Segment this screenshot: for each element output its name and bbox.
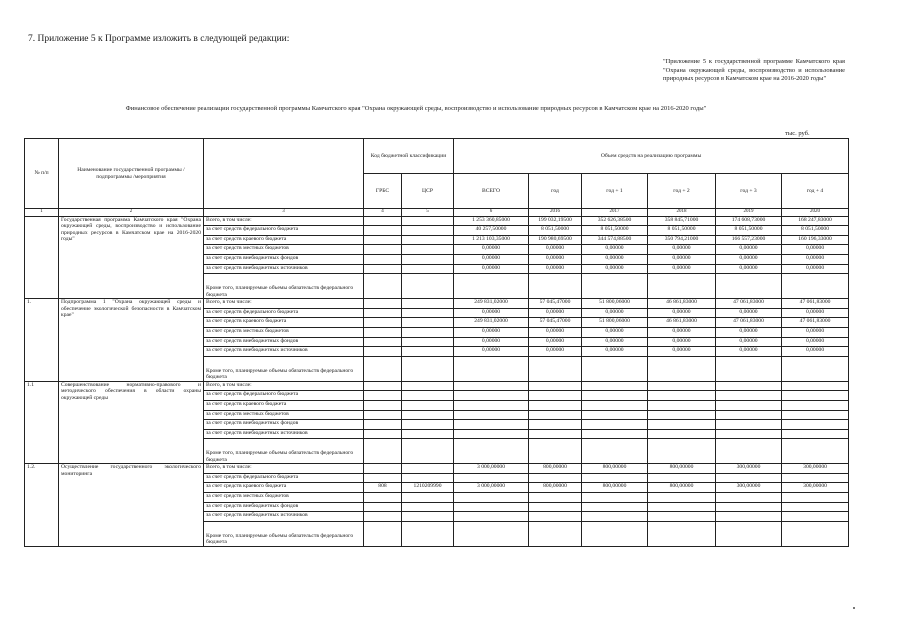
amount-year: 47 061,83000 (782, 318, 849, 328)
amount-total: 0,00000 (454, 264, 529, 274)
amount-year: 190 980,69500 (529, 235, 582, 245)
grbs-code (364, 235, 402, 245)
amount-year (716, 493, 782, 503)
amount-year (716, 502, 782, 512)
amount-year: 0,00000 (582, 327, 648, 337)
amount-year: 0,00000 (529, 327, 582, 337)
funding-source: за счет средств местных бюджетов (204, 245, 364, 255)
amount-year: 0,00000 (529, 308, 582, 318)
funding-source: за счет средств федерального бюджета (204, 473, 364, 483)
amount-year: 0,00000 (648, 308, 716, 318)
grbs-code (364, 299, 402, 309)
amount-total: 249 831,02000 (454, 318, 529, 328)
amount-year: 0,00000 (582, 254, 648, 264)
csr-code (402, 420, 454, 430)
funding-source: за счет средств местных бюджетов (204, 327, 364, 337)
amount-year: 0,00000 (648, 347, 716, 357)
header-year-2: год + 2 (648, 174, 716, 209)
csr-code (402, 356, 454, 381)
column-index: 4 (364, 209, 402, 217)
amount-year: 0,00000 (582, 347, 648, 357)
grbs-code (364, 521, 402, 546)
csr-code (402, 327, 454, 337)
csr-code (402, 318, 454, 328)
program-name: Совершенствование нормативно-правового и методического обеспечения в области охраны окружающей среды (59, 381, 204, 464)
amount-year (782, 381, 849, 391)
amount-year: 199 032,19500 (529, 216, 582, 226)
amount-year: 0,00000 (782, 337, 849, 347)
header-year-3: год + 3 (716, 174, 782, 209)
amount-year (529, 429, 582, 439)
amount-year: 47 061,83000 (716, 318, 782, 328)
amount-year (716, 410, 782, 420)
header-num: № п/п (25, 139, 59, 209)
csr-code (402, 337, 454, 347)
amount-year: 0,00000 (529, 337, 582, 347)
amount-year (529, 473, 582, 483)
amount-year (582, 439, 648, 464)
amount-year: 8 051,50000 (582, 226, 648, 236)
amount-year: 0,00000 (782, 308, 849, 318)
funding-source: за счет средств внебюджетных фондов (204, 337, 364, 347)
amount-year (782, 439, 849, 464)
amount-year (716, 439, 782, 464)
amount-year (782, 391, 849, 401)
amount-year (716, 521, 782, 546)
amount-total: 1 253 360,85000 (454, 216, 529, 226)
amount-year: 0,00000 (648, 254, 716, 264)
amount-total: 3 000,00000 (454, 483, 529, 493)
funding-source: Кроме того, планируемые объемы обязательств федерального бюджета (204, 439, 364, 464)
column-index: 1 (25, 209, 59, 217)
csr-code (402, 254, 454, 264)
grbs-code (364, 493, 402, 503)
funding-source: за счет средств местных бюджетов (204, 410, 364, 420)
table-row (25, 381, 849, 391)
grbs-code (364, 473, 402, 483)
page-heading: 7. Приложение 5 к Программе изложить в следующей редакции: (28, 34, 290, 44)
header-name: Наименование государственной программы / подпрограммы /мероприятия (59, 139, 204, 209)
amount-year: 47 061,83000 (716, 299, 782, 309)
amount-year (582, 429, 648, 439)
csr-code (402, 439, 454, 464)
amount-year (529, 410, 582, 420)
csr-code (402, 274, 454, 299)
amount-year: 0,00000 (716, 327, 782, 337)
amount-year (648, 356, 716, 381)
amount-year: 47 061,83000 (782, 299, 849, 309)
amount-year: 358 845,71000 (648, 216, 716, 226)
amount-year: 344 574,88500 (582, 235, 648, 245)
grbs-code (364, 464, 402, 474)
amount-year (582, 391, 648, 401)
row-number: 1.2. (25, 464, 59, 547)
scan-speck (853, 607, 855, 609)
grbs-code (364, 439, 402, 464)
amount-year: 0,00000 (529, 264, 582, 274)
program-name: Осуществление государственного экологического мониторинга (59, 464, 204, 547)
amount-year: 8 051,50000 (716, 226, 782, 236)
grbs-code (364, 327, 402, 337)
csr-code (402, 473, 454, 483)
csr-code (402, 381, 454, 391)
amount-total (454, 521, 529, 546)
header-grbs: ГРБС (364, 174, 402, 209)
amount-year (582, 400, 648, 410)
amount-total (454, 512, 529, 522)
grbs-code (364, 274, 402, 299)
grbs-code (364, 254, 402, 264)
csr-code (402, 391, 454, 401)
amount-year (582, 381, 648, 391)
funding-source: Всего, в том числе: (204, 216, 364, 226)
grbs-code (364, 391, 402, 401)
funding-source: за счет средств местных бюджетов (204, 493, 364, 503)
header-year-4: год + 4 (782, 174, 849, 209)
amount-year: 0,00000 (716, 308, 782, 318)
amount-total: 1 213 103,35000 (454, 235, 529, 245)
column-index-row (25, 209, 849, 217)
header-csr: ЦСР (402, 174, 454, 209)
amount-year (648, 473, 716, 483)
funding-source: Кроме того, планируемые объемы обязательств федерального бюджета (204, 356, 364, 381)
amount-year: 0,00000 (582, 308, 648, 318)
appendix-note: "Приложение 5 к государственной программе Камчатского края "Охрана окружающей среды, воспроизводство и использование природных ресурсов в Камчатском крае на 2016-2020 годы" (663, 58, 845, 83)
amount-total (454, 429, 529, 439)
header-year-0: год (529, 174, 582, 209)
amount-year (529, 512, 582, 522)
program-name: Подпрограмма 1 "Охрана окружающей среды и обеспечение экологической безопасности в Камчатском крае" (59, 299, 204, 382)
grbs-code: 808 (364, 483, 402, 493)
funding-source: за счет средств федерального бюджета (204, 391, 364, 401)
amount-year (782, 429, 849, 439)
amount-year (648, 493, 716, 503)
grbs-code (364, 264, 402, 274)
amount-total (454, 400, 529, 410)
funding-source: за счет средств внебюджетных фондов (204, 254, 364, 264)
amount-year: 0,00000 (582, 264, 648, 274)
funding-source: Всего, в том числе: (204, 464, 364, 474)
amount-year: 0,00000 (782, 245, 849, 255)
csr-code (402, 429, 454, 439)
column-index: 2017 (582, 209, 648, 217)
amount-year (648, 420, 716, 430)
amount-year: 51 800,06000 (582, 318, 648, 328)
funding-source: Кроме того, планируемые объемы обязательств федерального бюджета (204, 521, 364, 546)
amount-year: 57 045,47000 (529, 299, 582, 309)
amount-year: 300,00000 (782, 464, 849, 474)
amount-year: 800,00000 (529, 483, 582, 493)
column-index: 3 (204, 209, 364, 217)
amount-year (716, 400, 782, 410)
amount-year (529, 391, 582, 401)
amount-year (529, 502, 582, 512)
amount-year: 0,00000 (782, 264, 849, 274)
amount-year (648, 391, 716, 401)
amount-year (782, 400, 849, 410)
table-body (25, 216, 849, 546)
amount-total (454, 410, 529, 420)
amount-year: 166 557,23000 (716, 235, 782, 245)
amount-total (454, 502, 529, 512)
amount-year (716, 420, 782, 430)
amount-year (582, 420, 648, 430)
amount-year (648, 274, 716, 299)
amount-year (648, 410, 716, 420)
amount-year: 51 800,06000 (582, 299, 648, 309)
amount-year (582, 493, 648, 503)
csr-code (402, 299, 454, 309)
funding-source: Всего, в том числе: (204, 381, 364, 391)
amount-year: 0,00000 (582, 245, 648, 255)
grbs-code (364, 308, 402, 318)
amount-year: 0,00000 (529, 254, 582, 264)
column-index: 5 (402, 209, 454, 217)
header-code: Код бюджетной классификации (364, 139, 454, 174)
funding-source: за счет средств федерального бюджета (204, 308, 364, 318)
amount-year (716, 391, 782, 401)
amount-year: 0,00000 (648, 264, 716, 274)
amount-year (782, 512, 849, 522)
amount-year (782, 473, 849, 483)
amount-year: 8 051,50000 (782, 226, 849, 236)
amount-year: 800,00000 (529, 464, 582, 474)
grbs-code (364, 318, 402, 328)
row-number (25, 216, 59, 299)
amount-total: 0,00000 (454, 245, 529, 255)
funding-source: за счет средств внебюджетных источников (204, 512, 364, 522)
amount-year (648, 502, 716, 512)
amount-year (582, 512, 648, 522)
amount-total: 3 000,00000 (454, 464, 529, 474)
amount-year (529, 439, 582, 464)
amount-total (454, 274, 529, 299)
funding-source: за счет средств внебюджетных источников (204, 429, 364, 439)
funding-source: за счет средств внебюджетных фондов (204, 502, 364, 512)
amount-year: 8 051,50000 (648, 226, 716, 236)
amount-year (648, 429, 716, 439)
amount-year (648, 521, 716, 546)
funding-source: Кроме того, планируемые объемы обязательств федерального бюджета (204, 274, 364, 299)
amount-year: 0,00000 (716, 254, 782, 264)
amount-year: 0,00000 (782, 254, 849, 264)
amount-year: 0,00000 (716, 245, 782, 255)
grbs-code (364, 216, 402, 226)
amount-total: 40 257,50000 (454, 226, 529, 236)
amount-year (648, 400, 716, 410)
csr-code (402, 216, 454, 226)
funding-source: за счет средств внебюджетных источников (204, 347, 364, 357)
amount-year (529, 493, 582, 503)
amount-year: 46 861,83000 (648, 299, 716, 309)
funding-source: за счет средств федерального бюджета (204, 226, 364, 236)
amount-year (529, 356, 582, 381)
amount-year (782, 274, 849, 299)
amount-year: 0,00000 (782, 327, 849, 337)
amount-year: 0,00000 (648, 327, 716, 337)
amount-total: 0,00000 (454, 337, 529, 347)
column-index: 2019 (716, 209, 782, 217)
column-index: 6 (454, 209, 529, 217)
amount-year: 800,00000 (648, 483, 716, 493)
amount-total: 0,00000 (454, 308, 529, 318)
amount-total (454, 381, 529, 391)
grbs-code (364, 347, 402, 357)
amount-year (716, 274, 782, 299)
amount-year (782, 356, 849, 381)
csr-code (402, 512, 454, 522)
amount-year (782, 420, 849, 430)
funding-source: за счет средств краевого бюджета (204, 400, 364, 410)
amount-total (454, 356, 529, 381)
financing-table (24, 138, 849, 547)
csr-code (402, 521, 454, 546)
grbs-code (364, 400, 402, 410)
amount-year: 174 608,73000 (716, 216, 782, 226)
amount-total: 0,00000 (454, 327, 529, 337)
amount-year: 160 196,33000 (782, 235, 849, 245)
grbs-code (364, 381, 402, 391)
amount-year: 0,00000 (529, 245, 582, 255)
header-year-1: год + 1 (582, 174, 648, 209)
column-index: 2018 (648, 209, 716, 217)
csr-code (402, 400, 454, 410)
amount-year (716, 356, 782, 381)
amount-year (582, 502, 648, 512)
amount-year (582, 473, 648, 483)
unit-label: тыс. руб. (785, 130, 810, 137)
amount-year (529, 400, 582, 410)
amount-year (582, 410, 648, 420)
amount-year: 57 045,47000 (529, 318, 582, 328)
funding-source: за счет средств краевого бюджета (204, 235, 364, 245)
csr-code (402, 410, 454, 420)
grbs-code (364, 420, 402, 430)
amount-year: 352 626,38500 (582, 216, 648, 226)
amount-total: 249 831,02000 (454, 299, 529, 309)
amount-year: 300,00000 (782, 483, 849, 493)
funding-source: за счет средств внебюджетных фондов (204, 420, 364, 430)
amount-year: 0,00000 (716, 264, 782, 274)
column-index: 2016 (529, 209, 582, 217)
column-index: 2 (59, 209, 204, 217)
amount-year: 350 794,21000 (648, 235, 716, 245)
amount-year (648, 512, 716, 522)
column-index: 2020 (782, 209, 849, 217)
program-name: Государственная программа Камчатского края "Охрана окружающей среды, воспроизводство и использование природных ресурсов в Камчатском крае на 2016-2020 годы" (59, 216, 204, 299)
csr-code (402, 264, 454, 274)
grbs-code (364, 502, 402, 512)
csr-code (402, 308, 454, 318)
amount-year (716, 381, 782, 391)
grbs-code (364, 429, 402, 439)
csr-code (402, 502, 454, 512)
amount-year (582, 521, 648, 546)
funding-source: за счет средств краевого бюджета (204, 483, 364, 493)
amount-year (716, 473, 782, 483)
amount-year: 0,00000 (648, 245, 716, 255)
amount-year (648, 381, 716, 391)
table-row (25, 464, 849, 474)
amount-year (716, 512, 782, 522)
amount-year: 8 051,50000 (529, 226, 582, 236)
funding-source: за счет средств внебюджетных источников (204, 264, 364, 274)
csr-code (402, 245, 454, 255)
amount-year: 0,00000 (582, 337, 648, 347)
header-volume: Объем средств на реализацию программы (454, 139, 849, 174)
csr-code (402, 226, 454, 236)
amount-year: 0,00000 (716, 347, 782, 357)
amount-year: 800,00000 (582, 464, 648, 474)
amount-total (454, 473, 529, 483)
amount-year (782, 493, 849, 503)
amount-year: 800,00000 (648, 464, 716, 474)
amount-total: 0,00000 (454, 347, 529, 357)
amount-year: 0,00000 (716, 337, 782, 347)
amount-year (582, 274, 648, 299)
csr-code (402, 464, 454, 474)
csr-code (402, 235, 454, 245)
amount-year: 0,00000 (529, 347, 582, 357)
amount-year: 300,00000 (716, 464, 782, 474)
table-row (25, 216, 849, 226)
amount-total: 0,00000 (454, 254, 529, 264)
csr-code: 1210209990 (402, 483, 454, 493)
amount-year (529, 381, 582, 391)
amount-year (716, 429, 782, 439)
csr-code (402, 347, 454, 357)
funding-source: Всего, в том числе: (204, 299, 364, 309)
csr-code (402, 493, 454, 503)
amount-year: 0,00000 (648, 337, 716, 347)
row-number: 1.1 (25, 381, 59, 464)
header-source (204, 139, 364, 209)
header-total: ВСЕГО (454, 174, 529, 209)
amount-year: 168 247,83000 (782, 216, 849, 226)
amount-total (454, 439, 529, 464)
grbs-code (364, 337, 402, 347)
amount-year (529, 420, 582, 430)
amount-year: 300,00000 (716, 483, 782, 493)
document-title: Финансовое обеспечение реализации государственной программы Камчатского края "Охрана окружающей среды, воспроизводство и использование природных ресурсов в Камчатском крае на 2016-2020 годы" (125, 105, 707, 112)
amount-total (454, 391, 529, 401)
row-number: 1. (25, 299, 59, 382)
amount-year (529, 521, 582, 546)
amount-total (454, 420, 529, 430)
amount-year (782, 410, 849, 420)
grbs-code (364, 245, 402, 255)
amount-year (782, 502, 849, 512)
amount-year: 46 861,83000 (648, 318, 716, 328)
grbs-code (364, 512, 402, 522)
amount-year (529, 274, 582, 299)
amount-year: 0,00000 (782, 347, 849, 357)
amount-total (454, 493, 529, 503)
amount-year (582, 356, 648, 381)
amount-year: 800,00000 (582, 483, 648, 493)
grbs-code (364, 410, 402, 420)
grbs-code (364, 226, 402, 236)
funding-source: за счет средств краевого бюджета (204, 318, 364, 328)
table-row (25, 299, 849, 309)
grbs-code (364, 356, 402, 381)
amount-year (648, 439, 716, 464)
amount-year (782, 521, 849, 546)
